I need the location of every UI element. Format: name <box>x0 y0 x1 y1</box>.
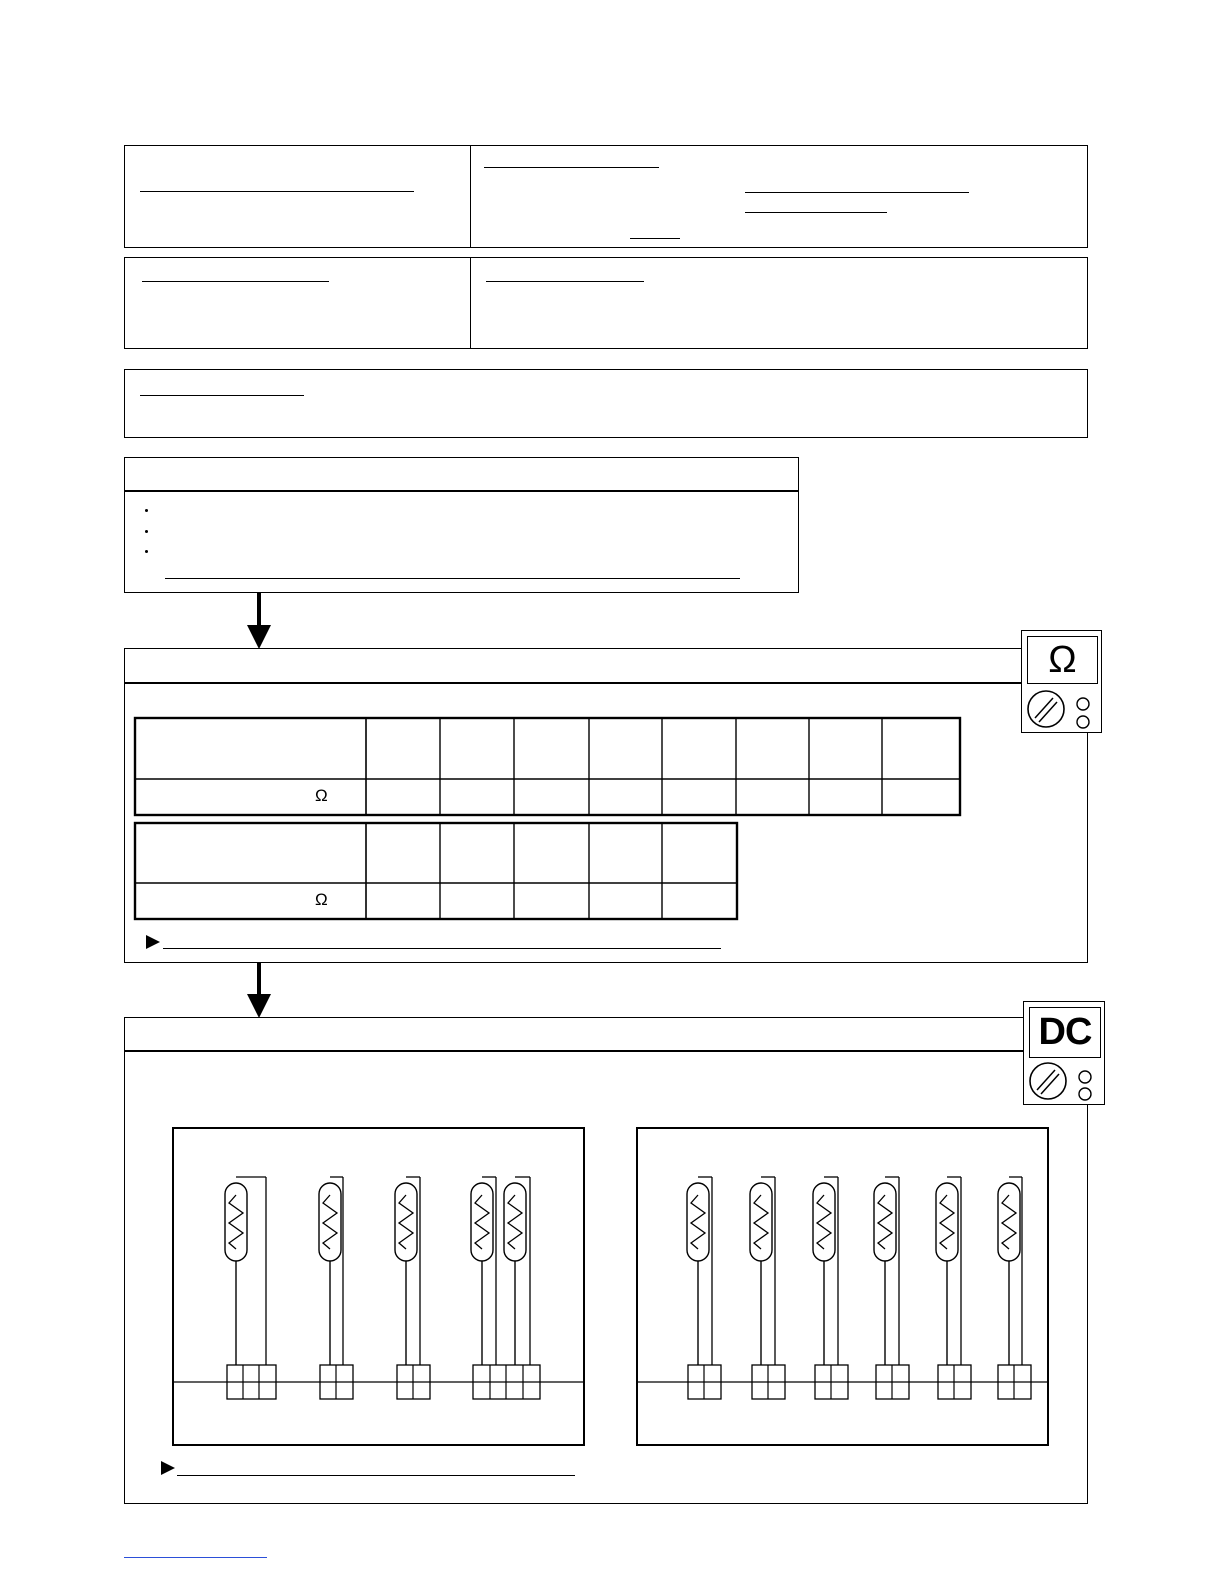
thermistor-sensor-icon <box>874 1177 909 1399</box>
redacted-line <box>177 1475 575 1476</box>
thermistor-sensor-icon <box>471 1177 496 1371</box>
ohm-symbol: Ω <box>1048 638 1077 681</box>
triangle-pointer-icon <box>161 1461 175 1475</box>
thermistor-sensor-icon <box>998 1177 1031 1399</box>
thermistor-sensor-icon <box>936 1177 971 1399</box>
thermistor-sensor-icon <box>813 1177 848 1399</box>
table-1-unit: Ω <box>315 786 328 805</box>
table-2-unit: Ω <box>315 890 328 909</box>
thermistor-sensor-icon <box>750 1177 785 1399</box>
thermistor-sensor-icon <box>395 1177 430 1399</box>
thermistor-sensor-icon <box>319 1177 353 1399</box>
footer-link-line[interactable] <box>124 1557 267 1558</box>
thermistor-sensor-icon <box>225 1177 276 1399</box>
dc-label: DC <box>1038 1011 1092 1053</box>
thermistor-sensor-icon <box>687 1177 721 1399</box>
thermistor-sensor-icon <box>504 1177 530 1371</box>
